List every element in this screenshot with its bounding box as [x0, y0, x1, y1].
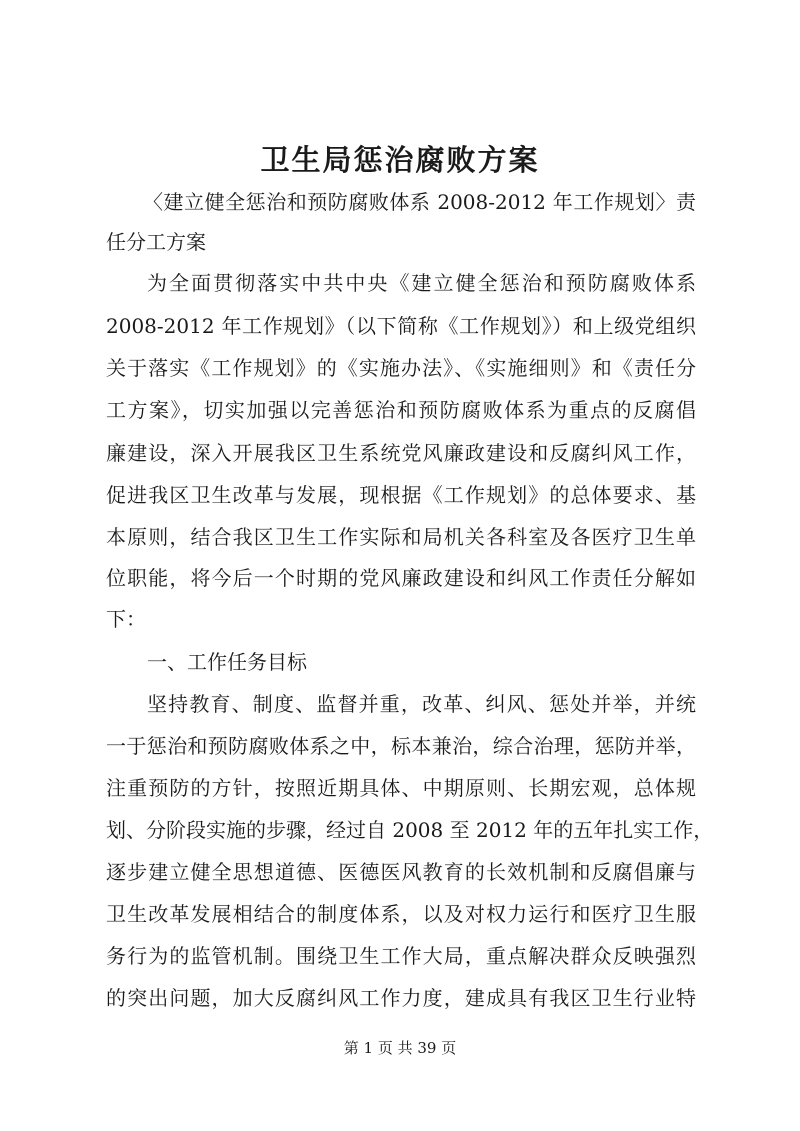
paragraph-line: 注重预防的方针，按照近期具体、中期原则、长期宏观，总体规 — [106, 776, 696, 800]
page-number: 第 1 页 共 39 页 — [343, 1039, 457, 1057]
section-heading: 一、工作任务目标 — [147, 650, 307, 674]
paragraph-line: 一于惩治和预防腐败体系之中，标本兼治，综合治理，惩防并举， — [106, 734, 696, 758]
paragraph-line: 逐步建立健全思想道德、医德医风教育的长效机制和反腐倡廉与 — [106, 860, 696, 884]
paragraph-line: 工方案》，切实加强以完善惩治和预防腐败体系为重点的反腐倡 — [106, 398, 696, 422]
document-title: 卫生局惩治腐败方案 — [260, 143, 540, 177]
paragraph-line: 卫生改革发展相结合的制度体系，以及对权力运行和医疗卫生服 — [106, 902, 696, 926]
paragraph-line: 为全面贯彻落实中共中央《建立健全惩治和预防腐败体系 — [147, 271, 696, 295]
paragraph-line: 的突出问题，加大反腐纠风工作力度，建成具有我区卫生行业特 — [106, 986, 696, 1010]
paragraph-line: 关于落实《工作规划》的《实施办法》、《实施细则》和《责任分 — [106, 356, 696, 380]
subtitle-line-1: 〈建立健全惩治和预防腐败体系 2008-2012 年工作规划〉责 — [143, 190, 696, 214]
paragraph-line: 划、分阶段实施的步骤，经过自 2008 至 2012 年的五年扎实工作， — [106, 818, 714, 842]
paragraph-line: 下： — [106, 607, 146, 631]
paragraph-line: 坚持教育、制度、监督并重，改革、纠风、惩处并举，并统 — [147, 692, 696, 716]
paragraph-line: 促进我区卫生改革与发展，现根据《工作规划》的总体要求、基 — [106, 483, 696, 507]
subtitle-line-2: 任分工方案 — [106, 230, 206, 254]
paragraph-line: 2008-2012 年工作规划》（以下简称《工作规划》）和上级党组织 — [106, 314, 696, 338]
paragraph-line: 本原则，结合我区卫生工作实际和局机关各科室及各医疗卫生单 — [106, 525, 696, 549]
paragraph-line: 位职能，将今后一个时期的党风廉政建设和纠风工作责任分解如 — [106, 566, 696, 590]
paragraph-line: 务行为的监管机制。围绕卫生工作大局，重点解决群众反映强烈 — [106, 944, 696, 968]
paragraph-line: 廉建设，深入开展我区卫生系统党风廉政建设和反腐纠风工作， — [106, 441, 696, 465]
